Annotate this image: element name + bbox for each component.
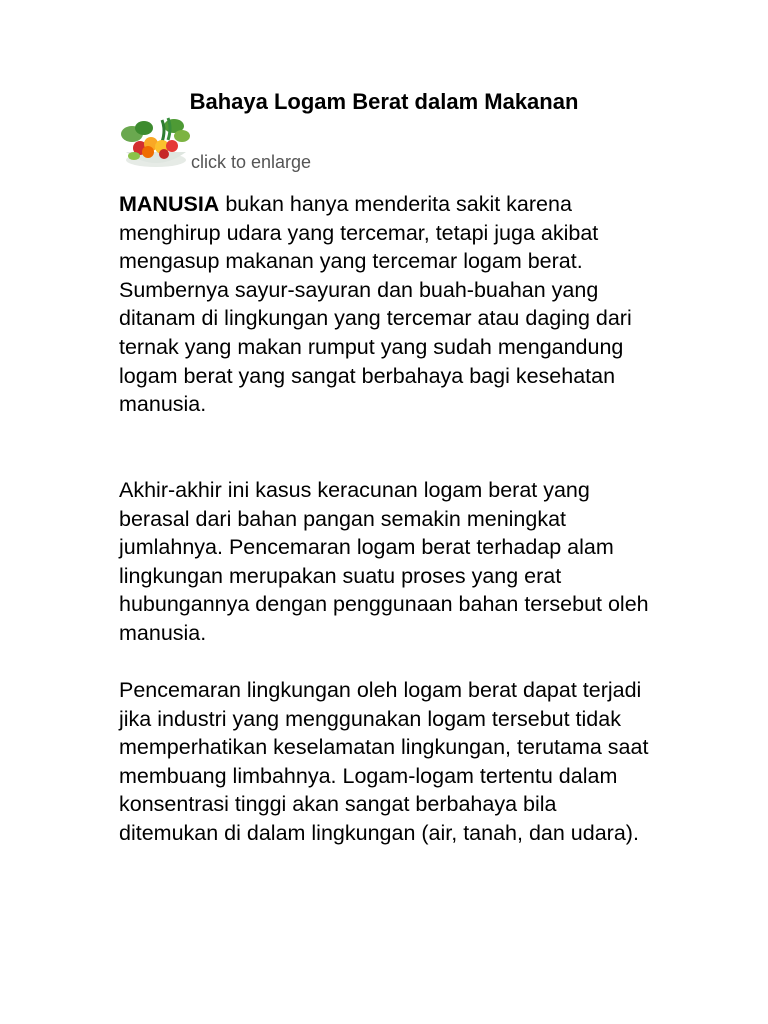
- paragraph-3: Pencemaran lingkungan oleh logam berat dapat terjadi jika industri yang menggunakan logam tersebut tidak memperhatikan keselamatan lingkungan, terutama saat membuang limbahnya. Logam-logam tertentu dalam konsentrasi tinggi akan sangat berbahaya bila ditemukan di dalam lingkungan (air, tanah, dan udara).: [119, 678, 649, 845]
- paragraph-1: [119, 190, 659, 419]
- paragraph-1-text: bukan hanya menderita sakit karena menghirup udara yang tercemar, tetapi juga akibat mengasup makanan yang tercemar logam berat. Sumbernya sayur-sayuran dan buah-buahan yang ditanam di lingkungan yang tercemar atau daging dari ternak yang makan rumput yang sudah mengandung logam berat yang sangat berbahaya bagi kesehatan manusia.: [119, 192, 632, 417]
- page-title: Bahaya Logam Berat dalam Makanan: [189, 89, 579, 114]
- food-thumbnail-image[interactable]: [118, 116, 192, 170]
- paragraph-2: Akhir-akhir ini kasus keracunan logam berat yang berasal dari bahan pangan semakin meningkat jumlahnya. Pencemaran logam berat terhadap alam lingkungan merupakan suatu proses yang erat hubungannya dengan penggunaan bahan tersebut oleh manusia.: [119, 478, 649, 645]
- paragraph-1-lead: MANUSIA: [119, 192, 220, 216]
- click-to-enlarge-link[interactable]: click to enlarge: [191, 152, 312, 172]
